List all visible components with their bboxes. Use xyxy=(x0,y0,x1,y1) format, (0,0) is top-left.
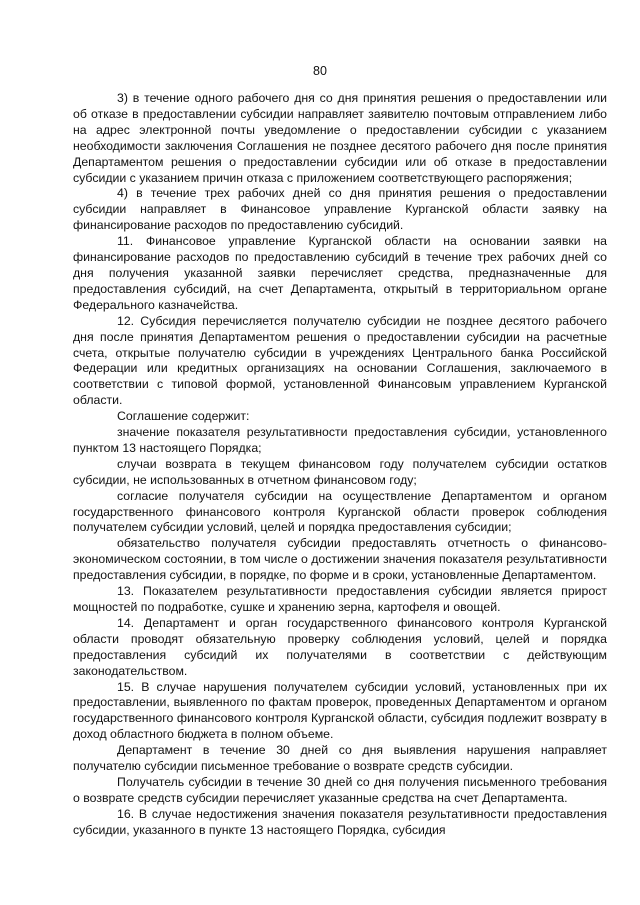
paragraph-return-transfer: Получатель субсидии в течение 30 дней со дня получения письменного требования о возврате средств субсидии перечисляет указанные средства на счет Департамента. xyxy=(73,774,607,805)
paragraph-16-non-achievement: 16. В случае недостижения значения показателя результативности предоставления субсидии, указанного в пункте 13 настоящего Порядка, субсидия xyxy=(73,806,607,837)
document-body xyxy=(73,91,607,839)
page-number: 80 xyxy=(313,64,327,78)
paragraph-12-subsidy-payment: 12. Субсидия перечисляется получателю субсидии не позднее десятого рабочего дня после принятия Департаментом решения о предоставлении субсидии на расчетные счета, открытые получателю субсидии в учреждениях Центрального банка Российской Федерации или кредитных организациях на основании Соглашения, заключаемого в соответствии с типовой формой, установленной Финансовым управлением Курганской области. xyxy=(73,313,607,408)
paragraph-3-notification: 3) в течение одного рабочего дня со дня принятия решения о предоставлении или об отказе в предоставлении субсидии направляет заявителю почтовым отправлением либо на адрес электронной почты уведомление о предоставлении субсидии с указанием необходимости заключения Соглашения не позднее десятого рабочего дня после принятия Департаментом решения о предоставлении субсидии или об отказе в предоставлении субсидии с указанием причин отказа с приложением соответствующего распоряжения; xyxy=(73,91,607,185)
paragraph-15-violation-return: 15. В случае нарушения получателем субсидии условий, установленных при их предоставлении, выявленного по фактам проверок, проведенных Департаментом и органом государственного финансового контроля Курганской области, субсидия подлежит возврату в доход областного бюджета в полном объеме. xyxy=(73,679,607,742)
paragraph-13-indicator: 13. Показателем результативности предоставления субсидии является прирост мощностей по подработке, сушке и хранению зерна, картофеля и овощей. xyxy=(73,584,607,614)
paragraph-4-financing-request: 4) в течение трех рабочих дней со дня принятия решения о предоставлении субсидии направляет в Финансовое управление Курганской области заявку на финансирование расходов по предоставлению субсидий. xyxy=(73,186,607,233)
paragraph-11-funds-transfer: 11. Финансовое управление Курганской области на основании заявки на финансирование расходов по предоставлению субсидий в течение трех рабочих дней со дня получения указанной заявки перечисляет средства, предназначенные для предоставления субсидий, на счет Департамента, открытый в территориальном органе Федерального казначейства. xyxy=(73,234,607,312)
paragraph-return-demand: Департамент в течение 30 дней со дня выявления нарушения направляет получателю субсидии письменное требование о возврате средств субсидии. xyxy=(73,743,607,774)
paragraph-14-compliance-check: 14. Департамент и орган государственного финансового контроля Курганской области проводят обязательную проверку соблюдения условий, целей и порядка предоставления субсидий их получателями в соответствии с действующим законодательством. xyxy=(73,615,607,678)
paragraph-reporting-obligation: обязательство получателя субсидии предоставлять отчетность о финансово-экономическом состоянии, в том числе о достижении значения показателя результативности предоставления субсидии, в порядке, по форме и в сроки, установленные Департаментом. xyxy=(73,536,607,583)
paragraph-performance-indicator: значение показателя результативности предоставления субсидии, установленного пунктом 13 настоящего Порядка; xyxy=(73,425,607,455)
paragraph-return-of-remainders: случаи возврата в текущем финансовом году получателем субсидии остатков субсидии, не использованных в отчетном финансовом году; xyxy=(73,456,607,487)
paragraph-agreement-contents: Соглашение содержит: xyxy=(117,409,250,424)
paragraph-consent-to-audits: согласие получателя субсидии на осуществление Департаментом и органом государственного финансового контроля Курганской области проверок соблюдения получателем субсидии условий, целей и порядка предоставления субсидии; xyxy=(73,488,607,535)
